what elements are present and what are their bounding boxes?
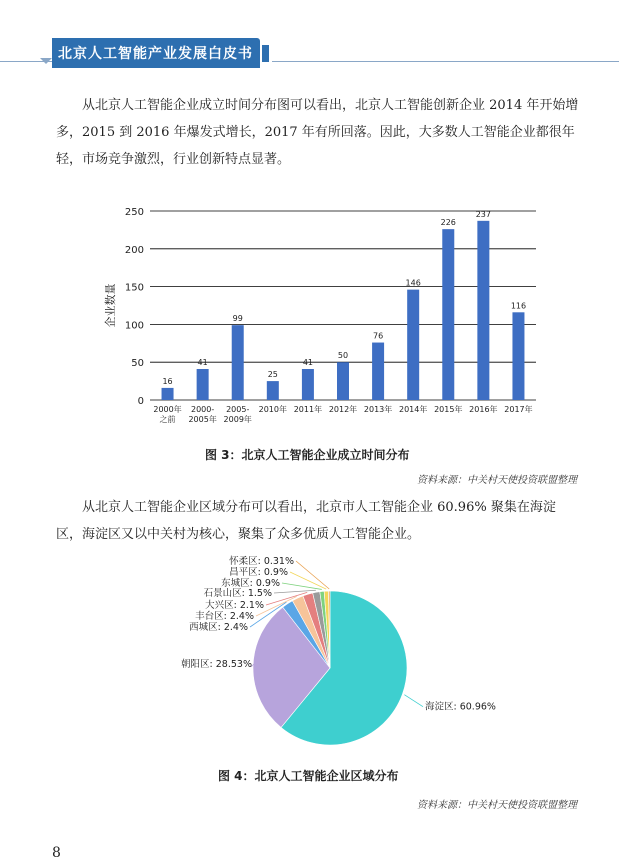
bar-value-label: 237 — [475, 209, 492, 219]
pie-slice-label: 海淀区: 60.96% — [425, 701, 496, 713]
pie-slice-label: 昌平区: 0.9% — [229, 567, 288, 578]
header-rule-right — [272, 61, 619, 62]
figure3-source: 资料来源：中关村天使投资联盟整理 — [417, 475, 577, 486]
x-tick-label: 2012年 — [328, 405, 358, 414]
pie-slice-label: 大兴区: 2.1% — [205, 600, 264, 611]
pie-slice-label: 丰台区: 2.4% — [195, 611, 254, 622]
leader-line — [404, 695, 423, 707]
bar — [232, 325, 244, 400]
bar — [197, 369, 209, 400]
page-number: 8 — [52, 845, 61, 861]
x-tick-label: 2015年 — [434, 405, 463, 414]
bar-value-label: 116 — [510, 301, 527, 311]
pie-slice-label: 石景山区: 1.5% — [203, 588, 272, 599]
leader-line — [274, 590, 316, 593]
bar-value-label: 50 — [337, 351, 349, 361]
x-tick-label: 2000年 — [153, 405, 182, 414]
bar — [407, 290, 419, 400]
bar-value-label: 99 — [232, 314, 243, 324]
x-tick-label: 2016年 — [469, 405, 498, 414]
x-tick-label: 2000- — [191, 405, 215, 414]
y-tick-label: 150 — [124, 282, 144, 294]
x-tick-label: 2005- — [226, 405, 250, 414]
x-tick-label: 2013年 — [363, 405, 393, 414]
bar-value-label: 16 — [162, 376, 173, 386]
figure3-caption: 图 3：北京人工智能企业成立时间分布 — [205, 448, 410, 462]
region-pie-chart — [140, 550, 540, 760]
paragraph-founding-time: 从北京人工智能企业成立时间分布图可以看出，北京人工智能创新企业 2014 年开始增多，2015 到 2016 年爆发式增长，2017 年有所回落。因此，大多数人工智能企业都很年轻，市场竞争激烈，行业创新特点显著。 — [56, 98, 579, 167]
bar — [442, 229, 454, 400]
bar — [267, 381, 279, 400]
x-tick-label: 之前 — [159, 415, 176, 424]
x-tick-label: 2011年 — [293, 405, 323, 414]
bar — [337, 362, 349, 400]
bar-value-label: 41 — [302, 358, 314, 368]
y-tick-label: 50 — [131, 358, 144, 370]
bar — [477, 221, 489, 400]
leader-line — [290, 572, 326, 589]
bar — [512, 312, 524, 400]
x-tick-label: 2017年 — [504, 405, 533, 414]
y-tick-label: 100 — [124, 320, 144, 332]
y-tick-label: 250 — [124, 207, 144, 218]
bar — [302, 369, 314, 400]
header-notch — [40, 58, 52, 64]
header-title: 北京人工智能产业发展白皮书 — [58, 46, 253, 62]
pie-slice-label: 怀柔区: 0.31% — [229, 556, 294, 567]
header-accent — [262, 45, 269, 62]
y-axis-label: 企业数量 — [104, 283, 117, 328]
x-tick-label: 2010年 — [258, 405, 287, 414]
y-tick-label: 200 — [124, 244, 144, 256]
pie-slice-label: 朝阳区: 28.53% — [181, 659, 252, 670]
bar-value-label: 41 — [197, 358, 208, 368]
figure4-caption: 图 4：北京人工智能企业区域分布 — [218, 769, 399, 783]
paragraph-region-distribution: 从北京人工智能企业区域分布可以看出，北京市人工智能企业 60.96% 聚集在海淀区，海淀区又以中关村为核心，聚集了众多优质人工智能企业。 — [56, 500, 556, 542]
figure4-source: 资料来源：中关村天使投资联盟整理 — [417, 800, 577, 811]
pie-slice-label: 东城区: 0.9% — [221, 578, 280, 589]
x-tick-label: 2005年 — [188, 415, 217, 424]
founding-time-bar-chart — [90, 195, 550, 440]
y-tick-label: 0 — [137, 396, 144, 407]
leader-line — [296, 561, 329, 589]
bar-value-label: 146 — [405, 278, 421, 288]
x-tick-label: 2009年 — [223, 415, 252, 424]
bar-value-label: 226 — [440, 218, 456, 228]
bar — [372, 343, 384, 400]
bar-value-label: 25 — [267, 370, 278, 380]
x-tick-label: 2014年 — [399, 405, 428, 414]
bar-value-label: 76 — [372, 331, 384, 341]
bar — [162, 388, 174, 400]
pie-slice-label: 西城区: 2.4% — [189, 622, 248, 633]
